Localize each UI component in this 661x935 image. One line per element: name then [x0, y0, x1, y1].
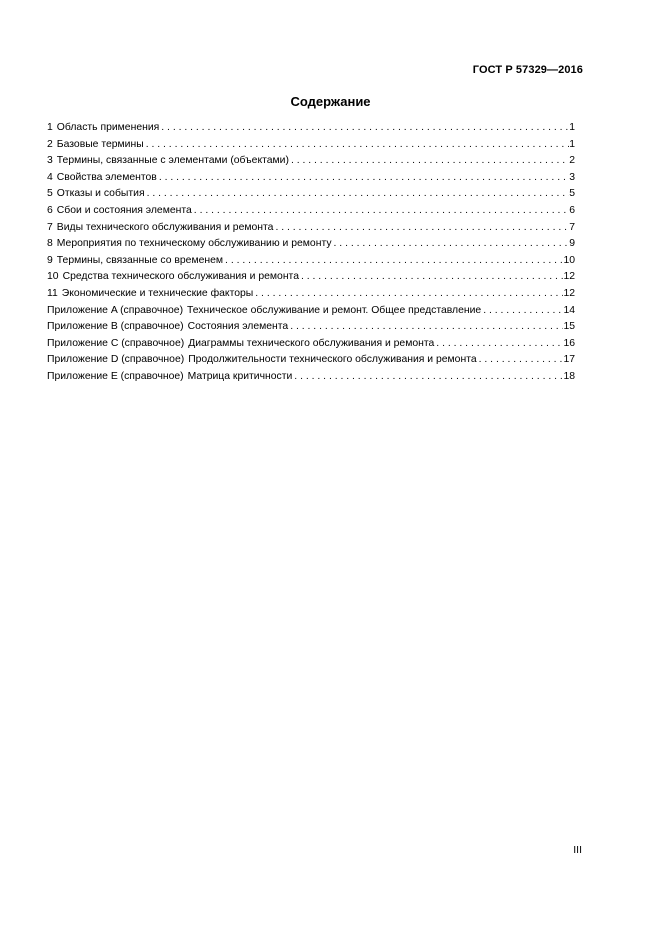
toc-entry[interactable] [47, 153, 575, 170]
table-of-contents [47, 120, 575, 386]
toc-entry-number: 8 [47, 238, 53, 250]
toc-entry[interactable] [47, 236, 575, 253]
toc-entry-appendix-prefix: Приложение B (справочное) [47, 321, 184, 333]
toc-entry[interactable] [47, 303, 575, 320]
toc-entry-number: 10 [47, 271, 59, 283]
toc-entry-label: Техническое обслуживание и ремонт. Общее представление [187, 304, 482, 316]
toc-dot-leader [157, 170, 569, 187]
toc-entry-page-number: 7 [569, 221, 575, 233]
toc-dot-leader [299, 269, 563, 286]
toc-entry[interactable] [47, 369, 575, 386]
toc-entry-appendix-prefix: Приложение A (справочное) [47, 304, 184, 316]
toc-entry-number: 3 [47, 155, 53, 167]
toc-entry-label: Экономические и технические факторы [61, 287, 254, 299]
toc-entry-page-number: 5 [569, 188, 575, 200]
toc-entry-number: 11 [47, 287, 58, 299]
toc-entry-label: Свойства элементов [56, 171, 157, 183]
toc-entry-label: Базовые термины [56, 138, 144, 150]
toc-entry[interactable] [47, 170, 575, 187]
toc-entry-label: Диаграммы технического обслуживания и ремонта [188, 337, 435, 349]
toc-entry-page-number: 17 [563, 354, 575, 366]
toc-dot-leader [332, 236, 570, 253]
toc-entry-label: Виды технического обслуживания и ремонта [56, 221, 274, 233]
toc-entry-number: 6 [47, 204, 53, 216]
toc-entry-label: Мероприятия по техническому обслуживанию и ремонту [56, 238, 332, 250]
toc-entry[interactable] [47, 336, 575, 353]
toc-entry-page-number: 18 [563, 370, 575, 382]
toc-entry-page-number: 12 [563, 271, 575, 283]
toc-dot-leader [223, 253, 563, 270]
toc-dot-leader [289, 153, 569, 170]
toc-entry-page-number: 2 [569, 155, 575, 167]
toc-entry-label: Отказы и события [56, 188, 145, 200]
toc-entry-page-number: 16 [563, 337, 575, 349]
toc-entry-number: 5 [47, 188, 53, 200]
toc-entry-label: Область применения [56, 122, 160, 133]
toc-dot-leader [481, 303, 563, 320]
toc-dot-leader [145, 186, 570, 203]
toc-entry-page-number: 3 [569, 171, 575, 183]
toc-entry[interactable] [47, 203, 575, 220]
page-title: Содержание [290, 94, 371, 109]
toc-entry-page-number: 9 [569, 238, 575, 250]
toc-entry[interactable] [47, 220, 575, 237]
toc-entry[interactable] [47, 352, 575, 369]
toc-entry[interactable] [47, 286, 575, 303]
toc-entry-label: Термины, связанные с элементами (объектами) [56, 155, 289, 167]
page-number: III [573, 844, 582, 856]
toc-entry-label: Матрица критичности [187, 370, 293, 382]
toc-entry-label: Состояния элемента [187, 321, 289, 333]
toc-dot-leader [192, 203, 569, 220]
toc-entry-page-number: 15 [563, 321, 575, 333]
toc-entry[interactable] [47, 319, 575, 336]
toc-entry-number: 4 [47, 171, 53, 183]
toc-entry-label: Термины, связанные со временем [56, 254, 224, 266]
toc-dot-leader [477, 352, 564, 369]
document-standard-id: ГОСТ Р 57329—2016 [472, 64, 583, 76]
toc-entry-label: Средства технического обслуживания и ремонта [62, 271, 299, 283]
toc-entry[interactable] [47, 269, 575, 286]
toc-entry[interactable] [47, 137, 575, 154]
toc-entry-page-number: 1 [569, 122, 575, 133]
toc-entry[interactable] [47, 253, 575, 270]
toc-entry-number: 7 [47, 221, 53, 233]
toc-entry-label: Продолжительности технического обслуживания и ремонта [188, 354, 477, 366]
toc-entry-page-number: 1 [569, 138, 575, 150]
toc-entry-page-number: 6 [569, 204, 575, 216]
toc-dot-leader [159, 120, 569, 137]
toc-dot-leader [288, 319, 563, 336]
toc-entry-appendix-prefix: Приложение E (справочное) [47, 370, 184, 382]
toc-dot-leader [434, 336, 563, 353]
toc-dot-leader [273, 220, 569, 237]
toc-entry[interactable] [47, 186, 575, 203]
toc-entry-page-number: 14 [563, 304, 575, 316]
toc-entry-label: Сбои и состояния элемента [56, 204, 192, 216]
toc-entry-page-number: 10 [563, 254, 575, 266]
toc-entry-appendix-prefix: Приложение D (справочное) [47, 354, 185, 366]
toc-dot-leader [292, 369, 563, 386]
toc-dot-leader [144, 137, 570, 154]
toc-entry-number: 9 [47, 254, 53, 266]
toc-entry-number: 2 [47, 138, 53, 150]
toc-entry-page-number: 12 [563, 287, 575, 299]
toc-entry-number: 1 [47, 122, 53, 133]
toc-dot-leader [253, 286, 563, 303]
toc-entry-appendix-prefix: Приложение C (справочное) [47, 337, 185, 349]
toc-entry[interactable] [47, 120, 575, 137]
